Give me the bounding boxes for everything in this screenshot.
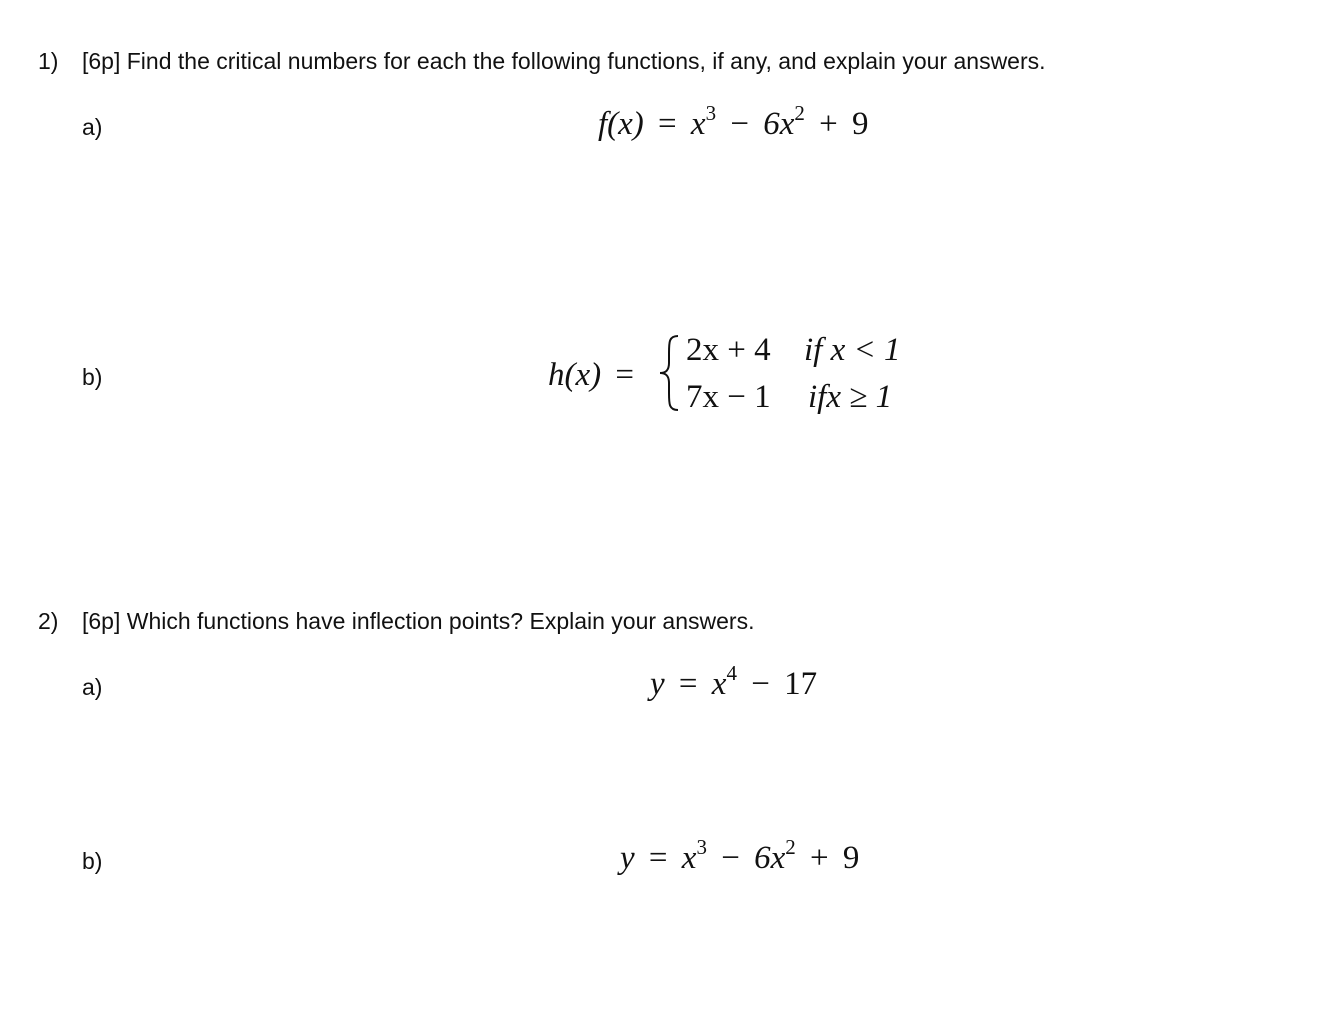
q2-part-a-label: a) (82, 674, 103, 700)
q2a-exp1: 4 (726, 661, 737, 685)
q2a-term2: 17 (784, 666, 818, 702)
q2-part-b-label: b) (82, 848, 103, 874)
q1a-term3: 9 (851, 106, 869, 142)
q1a-op1: − (730, 106, 749, 142)
q1-part-a-equation (598, 101, 869, 142)
q2b-lhs: y (620, 840, 635, 876)
q1a-lhs: f(x) (598, 106, 644, 142)
question-1-number: 1) (38, 48, 59, 74)
q1a-exp2: 2 (794, 101, 805, 125)
q1b-case1-expr: 2x + 4 (686, 332, 771, 368)
q1a-op2: + (819, 106, 838, 142)
q1a-equals: = (658, 106, 677, 142)
q2a-term1: x (711, 666, 727, 702)
q1b-lhs: h(x) (548, 357, 602, 393)
q1b-case2-expr: 7x − 1 (686, 379, 771, 415)
q2b-op2: + (809, 840, 829, 876)
q2-part-b-equation (620, 835, 860, 876)
q2b-op1: − (721, 840, 740, 876)
q2-part-a-equation (650, 661, 818, 702)
question-2 (38, 610, 754, 633)
q2a-op1: − (751, 666, 770, 702)
q1-part-b-lhs (548, 359, 640, 392)
q2b-term1: x (681, 840, 697, 876)
q1b-equals: = (615, 357, 635, 393)
question-2-number: 2) (38, 608, 59, 634)
q2b-exp1: 3 (696, 835, 707, 859)
q1a-term2: 6x (763, 106, 795, 142)
left-brace-icon (656, 333, 682, 413)
q2b-term2: 6x (754, 840, 786, 876)
q1-part-a-label: a) (82, 114, 103, 140)
q2b-term3: 9 (842, 840, 860, 876)
question-1-text: [6p] Find the critical numbers for each the following functions, if any, and explain your answers. (82, 48, 1046, 74)
q1b-case2-cond: ifx ≥ 1 (808, 379, 893, 415)
q1-part-b-label: b) (82, 364, 103, 390)
question-2-text: [6p] Which functions have inflection points? Explain your answers. (82, 608, 755, 634)
question-1 (38, 50, 1046, 73)
q2a-equals: = (678, 666, 698, 702)
q2a-lhs: y (650, 666, 665, 702)
q2b-exp2: 2 (785, 835, 796, 859)
q1a-term1: x (690, 106, 706, 142)
q1b-case1-cond: if x < 1 (804, 332, 901, 368)
q1a-exp1: 3 (705, 101, 717, 125)
q2b-equals: = (648, 840, 668, 876)
